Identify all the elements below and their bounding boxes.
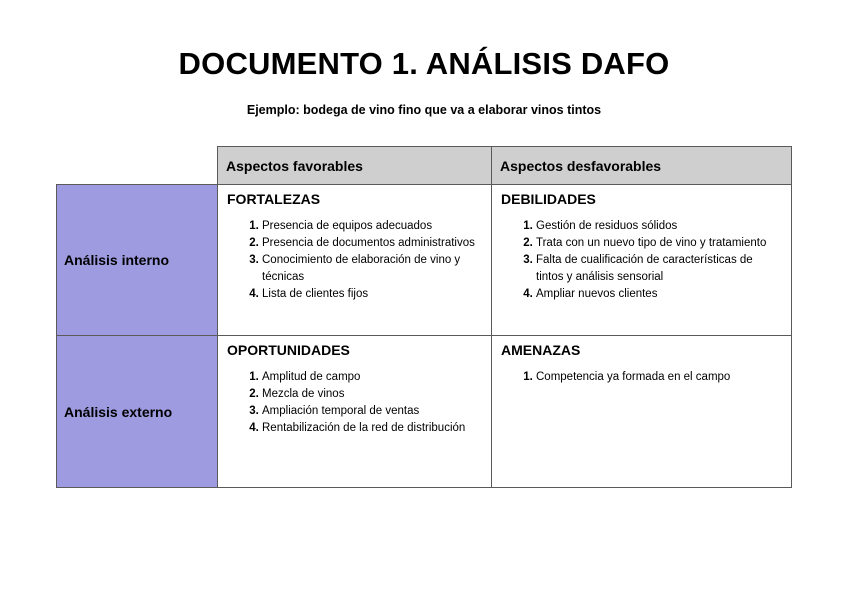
strengths-list — [227, 218, 483, 303]
col-header-favorable — [217, 146, 492, 185]
page-title: DOCUMENTO 1. ANÁLISIS DAFO — [178, 46, 670, 81]
opportunities-cell — [217, 335, 492, 488]
opportunities-list — [227, 369, 483, 437]
list-item: 1. Amplitud de campo — [262, 369, 483, 386]
page-subtitle: Ejemplo: bodega de vino fino que va a elaborar vinos tintos — [246, 103, 602, 117]
weaknesses-list — [501, 218, 783, 303]
list-item: 1. Presencia de equipos adecuados — [262, 218, 483, 235]
weaknesses-cell — [491, 184, 792, 336]
weaknesses-title: DEBILIDADES — [501, 191, 596, 207]
dafo-table — [56, 146, 792, 488]
list-item: 4. Lista de clientes fijos — [262, 286, 483, 303]
threats-list — [501, 369, 783, 386]
threats-cell — [491, 335, 792, 488]
list-item: 1. Competencia ya formada en el campo — [536, 369, 783, 386]
row-header-internal-label: Análisis interno — [64, 252, 170, 268]
threats-title: AMENAZAS — [501, 342, 581, 358]
list-item: 4. Ampliar nuevos clientes — [536, 286, 783, 303]
list-item: 3. Falta de cualificación de características de tintos y análisis sensorial — [536, 252, 783, 286]
row-header-internal — [56, 184, 218, 336]
row-header-external-label: Análisis externo — [64, 403, 173, 420]
list-item: 2. Mezcla de vinos — [262, 386, 483, 403]
list-item: 2. Trata con un nuevo tipo de vino y tratamiento — [536, 235, 783, 252]
list-item: 4. Rentabilización de la red de distribución — [262, 420, 483, 437]
opportunities-title: OPORTUNIDADES — [227, 342, 350, 358]
list-item: 3. Ampliación temporal de ventas — [262, 403, 483, 420]
list-item: 1. Gestión de residuos sólidos — [536, 218, 783, 235]
col-header-unfavorable-label: Aspectos desfavorables — [500, 157, 662, 174]
strengths-cell — [217, 184, 492, 336]
col-header-favorable-label: Aspectos favorables — [226, 157, 363, 174]
row-header-external — [56, 335, 218, 488]
list-item: 3. Conocimiento de elaboración de vino y técnicas — [262, 252, 483, 286]
strengths-title: FORTALEZAS — [227, 191, 321, 207]
col-header-unfavorable — [491, 146, 792, 185]
list-item: 2. Presencia de documentos administrativos — [262, 235, 483, 252]
